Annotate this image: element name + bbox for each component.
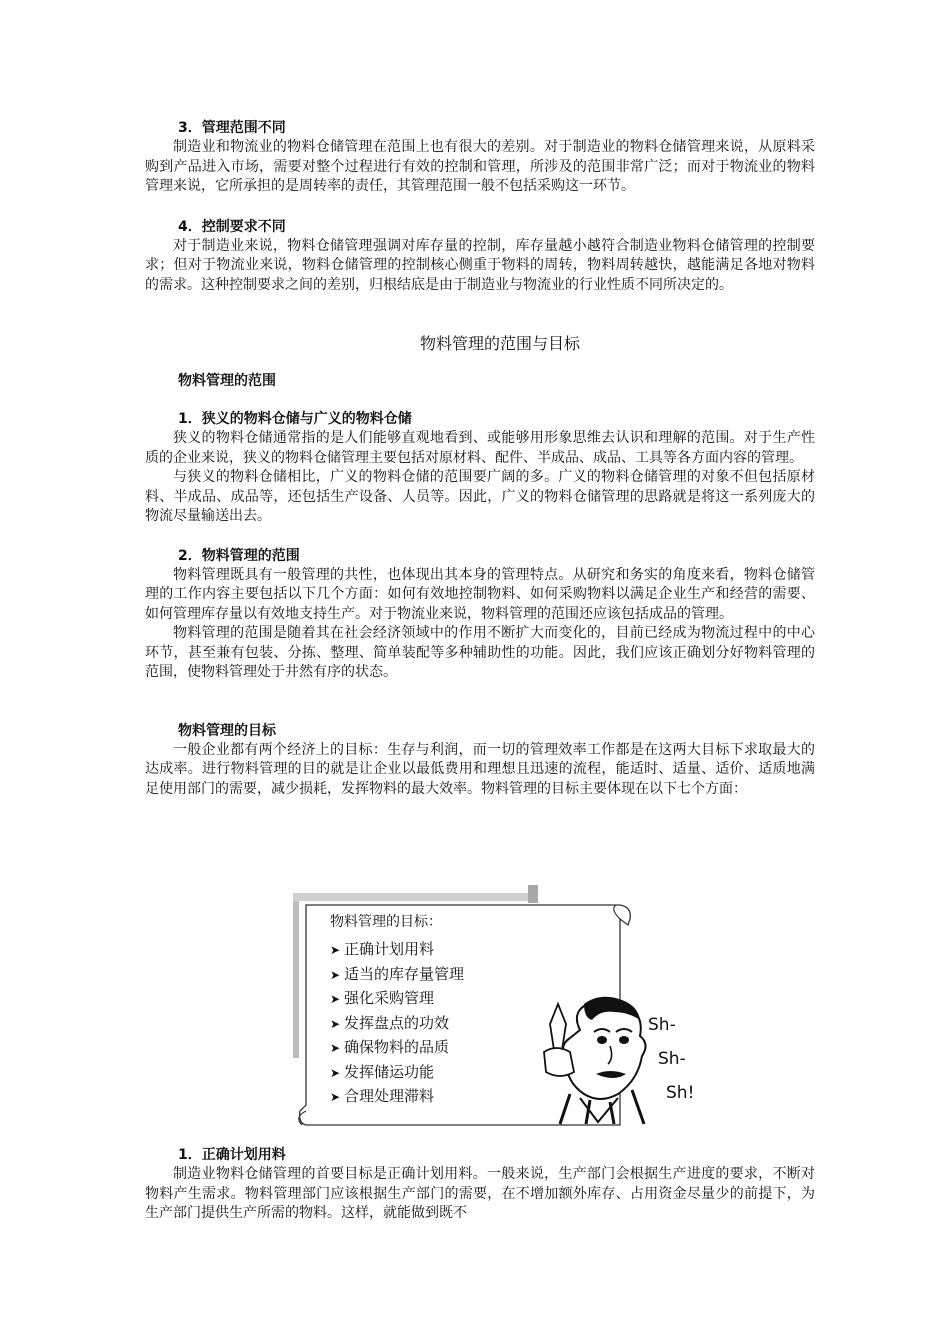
bubble-text-2: Sh- [658,1049,686,1069]
section-4-heading: 4．控制要求不同 [178,218,286,235]
scope-sub2-heading: 2．物料管理的范围 [178,547,300,564]
goals-list [330,911,464,1109]
scope-heading: 物料管理的范围 [178,373,276,389]
section-4-paragraph: 对于制造业来说，物料仓储管理强调对库存量的控制，库存量越小越符合制造业物料仓储管理的控制要求；但对于物流业来说，物料仓储管理的控制核心侧重于物料的周转，物料周转越快，越能满足各地对物料的需求。这种控制要求之间的差别，归根结底是由于制造业与物流业的行业性质不同所决定的。 [145,237,815,293]
scope-sub2-paragraph-1: 物料管理既具有一般管理的共性，也体现出其本身的管理特点。从研究和务实的角度来看，物料仓储管理的工作内容主要包括以下几个方面：如何有效地控制物料、如何采购物料以满足企业生产和经营的需要、如何管理库存量以有效地支持生产。对于物流业来说，物料管理的范围还应该包括成品的管理。 [145,566,815,622]
scope-sub2-paragraph-2: 物料管理的范围是随着其在社会经济领域中的作用不断扩大而变化的，目前已经成为物流过程中的中心环节，甚至兼有包装、分拣、整理、简单装配等多种辅助性的功能。因此，我们应该正确划分好物料管理的范围，使物料管理处于井然有序的状态。 [145,625,815,680]
goals-figure [290,885,710,1130]
list-item: ➤ 正确计划用料 [330,937,464,962]
goals-sub1-paragraph: 制造业物料仓储管理的首要目标是正确计划用料。一般来说，生产部门会根据生产进度的要求，不断对物料产生需求。物料管理部门应该根据生产部门的需要，在不增加额外库存、占用资金尽量少的前提下，为生产部门提供生产所需的物料。这样，就能做到既不 [145,1166,815,1221]
list-item: ➤ 强化采购管理 [330,986,464,1011]
bubble-text-3: Sh! [666,1083,695,1103]
arrow-bullet-icon: ➤ [330,943,341,957]
list-item: ➤ 确保物料的品质 [330,1035,464,1060]
scope-sub1-paragraph-2: 与狭义的物料仓储相比，广义的物料仓储的范围要广阔的多。广义的物料仓储管理的对象不但包括原材料、半成品、成品等，还包括生产设备、人员等。因此，广义的物料仓储管理的思路就是将这一系列庞大的物流尽量输送出去。 [145,469,815,524]
document-page [145,0,815,799]
goals-sub1-heading: 1．正确计划用料 [178,1147,286,1163]
arrow-bullet-icon: ➤ [330,1041,341,1055]
arrow-bullet-icon: ➤ [330,1065,341,1080]
list-item: ➤ 发挥盘点的功效 [330,1011,464,1036]
arrow-bullet-icon: ➤ [330,1016,341,1031]
document-page-continued [145,1145,815,1224]
arrow-bullet-icon: ➤ [330,992,341,1006]
goals-paragraph: 一般企业都有两个经济上的目标：生存与利润，而一切的管理效率工作都是在这两大目标下求取最大的达成率。进行物料管理的目的就是让企业以最低费用和理想且迅速的流程，能适时、适量、适价、适质地满足使用部门的需要，减少损耗，发挥物料的最大效率。物料管理的目标主要体现在以下七个方面： [145,741,815,797]
figure-title: 物料管理的目标： [330,914,442,930]
bubble-text-1: Sh- [648,1015,676,1035]
chapter-title: 物料管理的范围与目标 [419,334,580,353]
scope-sub1-heading: 1．狭义的物料仓储与广义的物料仓储 [178,411,412,427]
arrow-bullet-icon: ➤ [330,967,341,982]
goals-heading: 物料管理的目标 [178,722,276,739]
arrow-bullet-icon: ➤ [330,1090,341,1104]
shushing-cartoon-illustration [540,990,705,1125]
section-3-paragraph: 制造业和物流业的物料仓储管理在范围上也有很大的差别。对于制造业的物料仓储管理来说，从原料采购到产品进入市场，需要对整个过程进行有效的控制和管理，所涉及的范围非常广泛；而对于物流业的物料管理来说，它所承担的是周转率的责任，其管理范围一般不包括采购这一环节。 [145,139,815,194]
list-item: ➤ 合理处理滞料 [330,1084,464,1109]
section-3-heading: 3．管理范围不同 [178,120,286,136]
list-item: ➤ 适当的库存量管理 [330,962,464,987]
scope-sub1-paragraph-1: 狭义的物料仓储通常指的是人们能够直观地看到、或能够用形象思维去认识和理解的范围。对于生产性质的企业来说，狭义的物料仓储管理主要包括对原材料、配件、半成品、成品、工具等各方面内容的管理。 [145,430,815,466]
list-item: ➤ 发挥储运功能 [330,1060,464,1085]
